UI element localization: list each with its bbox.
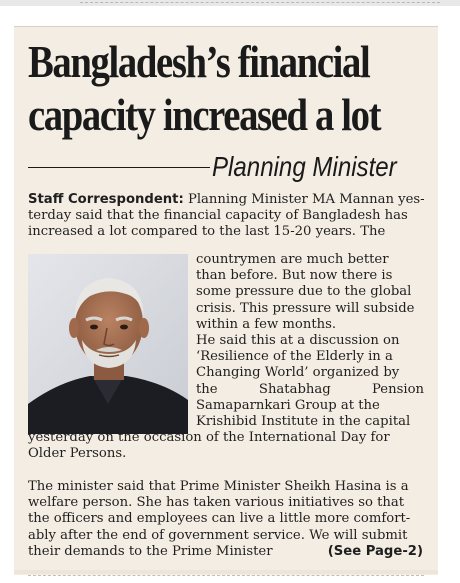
para2-line-1: The minister said that Prime Minister Sheikh Hasina is a bbox=[28, 479, 409, 494]
minister-photo bbox=[28, 254, 188, 434]
column-word: within a few months. bbox=[196, 316, 337, 332]
column-line bbox=[196, 252, 424, 268]
column-word: than before. But now there is bbox=[196, 268, 393, 284]
intro-line-3: increased a lot compared to the last 15-20 years. The bbox=[28, 224, 386, 240]
para2-line-5 bbox=[28, 544, 423, 560]
column-line bbox=[196, 398, 424, 414]
intro-paragraph bbox=[28, 192, 423, 241]
column-line bbox=[196, 301, 424, 317]
para2-line-2: welfare person. She has taken various initiatives so that bbox=[28, 495, 405, 511]
top-dashed-rule bbox=[80, 2, 440, 4]
after-photo-line-1: yesterday on the occasion of the International Day for bbox=[28, 430, 390, 445]
minister-portrait-image bbox=[28, 254, 188, 434]
column-word: Shatabhag bbox=[258, 381, 331, 397]
para2-line-3: the officers and employees can live a little more comfort- bbox=[28, 511, 411, 527]
byline-row bbox=[28, 150, 423, 184]
column-word: crisis. This pressure will subside bbox=[196, 300, 415, 316]
see-page-link[interactable]: (See Page-2) bbox=[327, 543, 423, 559]
column-line bbox=[196, 317, 424, 333]
column-line bbox=[196, 382, 424, 398]
page-top-edge bbox=[0, 0, 460, 6]
bottom-dashed-rule bbox=[28, 575, 424, 576]
byline: Planning Minister bbox=[212, 151, 397, 182]
column-word: Krishibid Institute in the capital bbox=[196, 413, 411, 429]
headline-line-2: capacity increased a lot bbox=[28, 90, 381, 140]
column-word: Samaparnkari Group at the bbox=[196, 397, 380, 413]
wrapped-column-text bbox=[196, 252, 424, 430]
column-word: the bbox=[196, 381, 218, 397]
headline bbox=[28, 36, 428, 142]
intro-line-2: terday said that the financial capacity of Bangladesh has bbox=[28, 208, 408, 224]
headline-line-1: Bangladesh’s financial bbox=[28, 37, 370, 87]
column-word: Pension bbox=[372, 381, 424, 397]
column-line bbox=[196, 333, 424, 349]
clipping-bottom-band bbox=[14, 570, 438, 574]
after-photo-line-2: Older Persons. bbox=[28, 446, 127, 462]
second-paragraph bbox=[28, 479, 423, 560]
byline-rule bbox=[28, 167, 210, 168]
after-photo-paragraph bbox=[28, 430, 423, 462]
column-word: Changing World’ organized by bbox=[196, 365, 400, 381]
column-word: ‘Resilience of the Elderly in a bbox=[196, 349, 393, 365]
column-line bbox=[196, 268, 424, 284]
column-line bbox=[196, 365, 424, 381]
column-line bbox=[196, 414, 424, 430]
column-word: He said this at a discussion on bbox=[196, 332, 400, 348]
para2-line-4: ably after the end of government service. We will submit bbox=[28, 527, 408, 543]
column-line bbox=[196, 349, 424, 365]
staff-correspondent-label: Staff Correspondent: bbox=[28, 192, 184, 207]
para2-line-5-text: their demands to the Prime Minister bbox=[28, 543, 273, 559]
column-word: some pressure due to the global bbox=[196, 284, 412, 300]
intro-line-1-text: Planning Minister MA Mannan yes- bbox=[183, 192, 425, 207]
intro-line-1 bbox=[28, 192, 423, 208]
column-line bbox=[196, 284, 424, 300]
column-word: countrymen are much better bbox=[196, 252, 389, 267]
